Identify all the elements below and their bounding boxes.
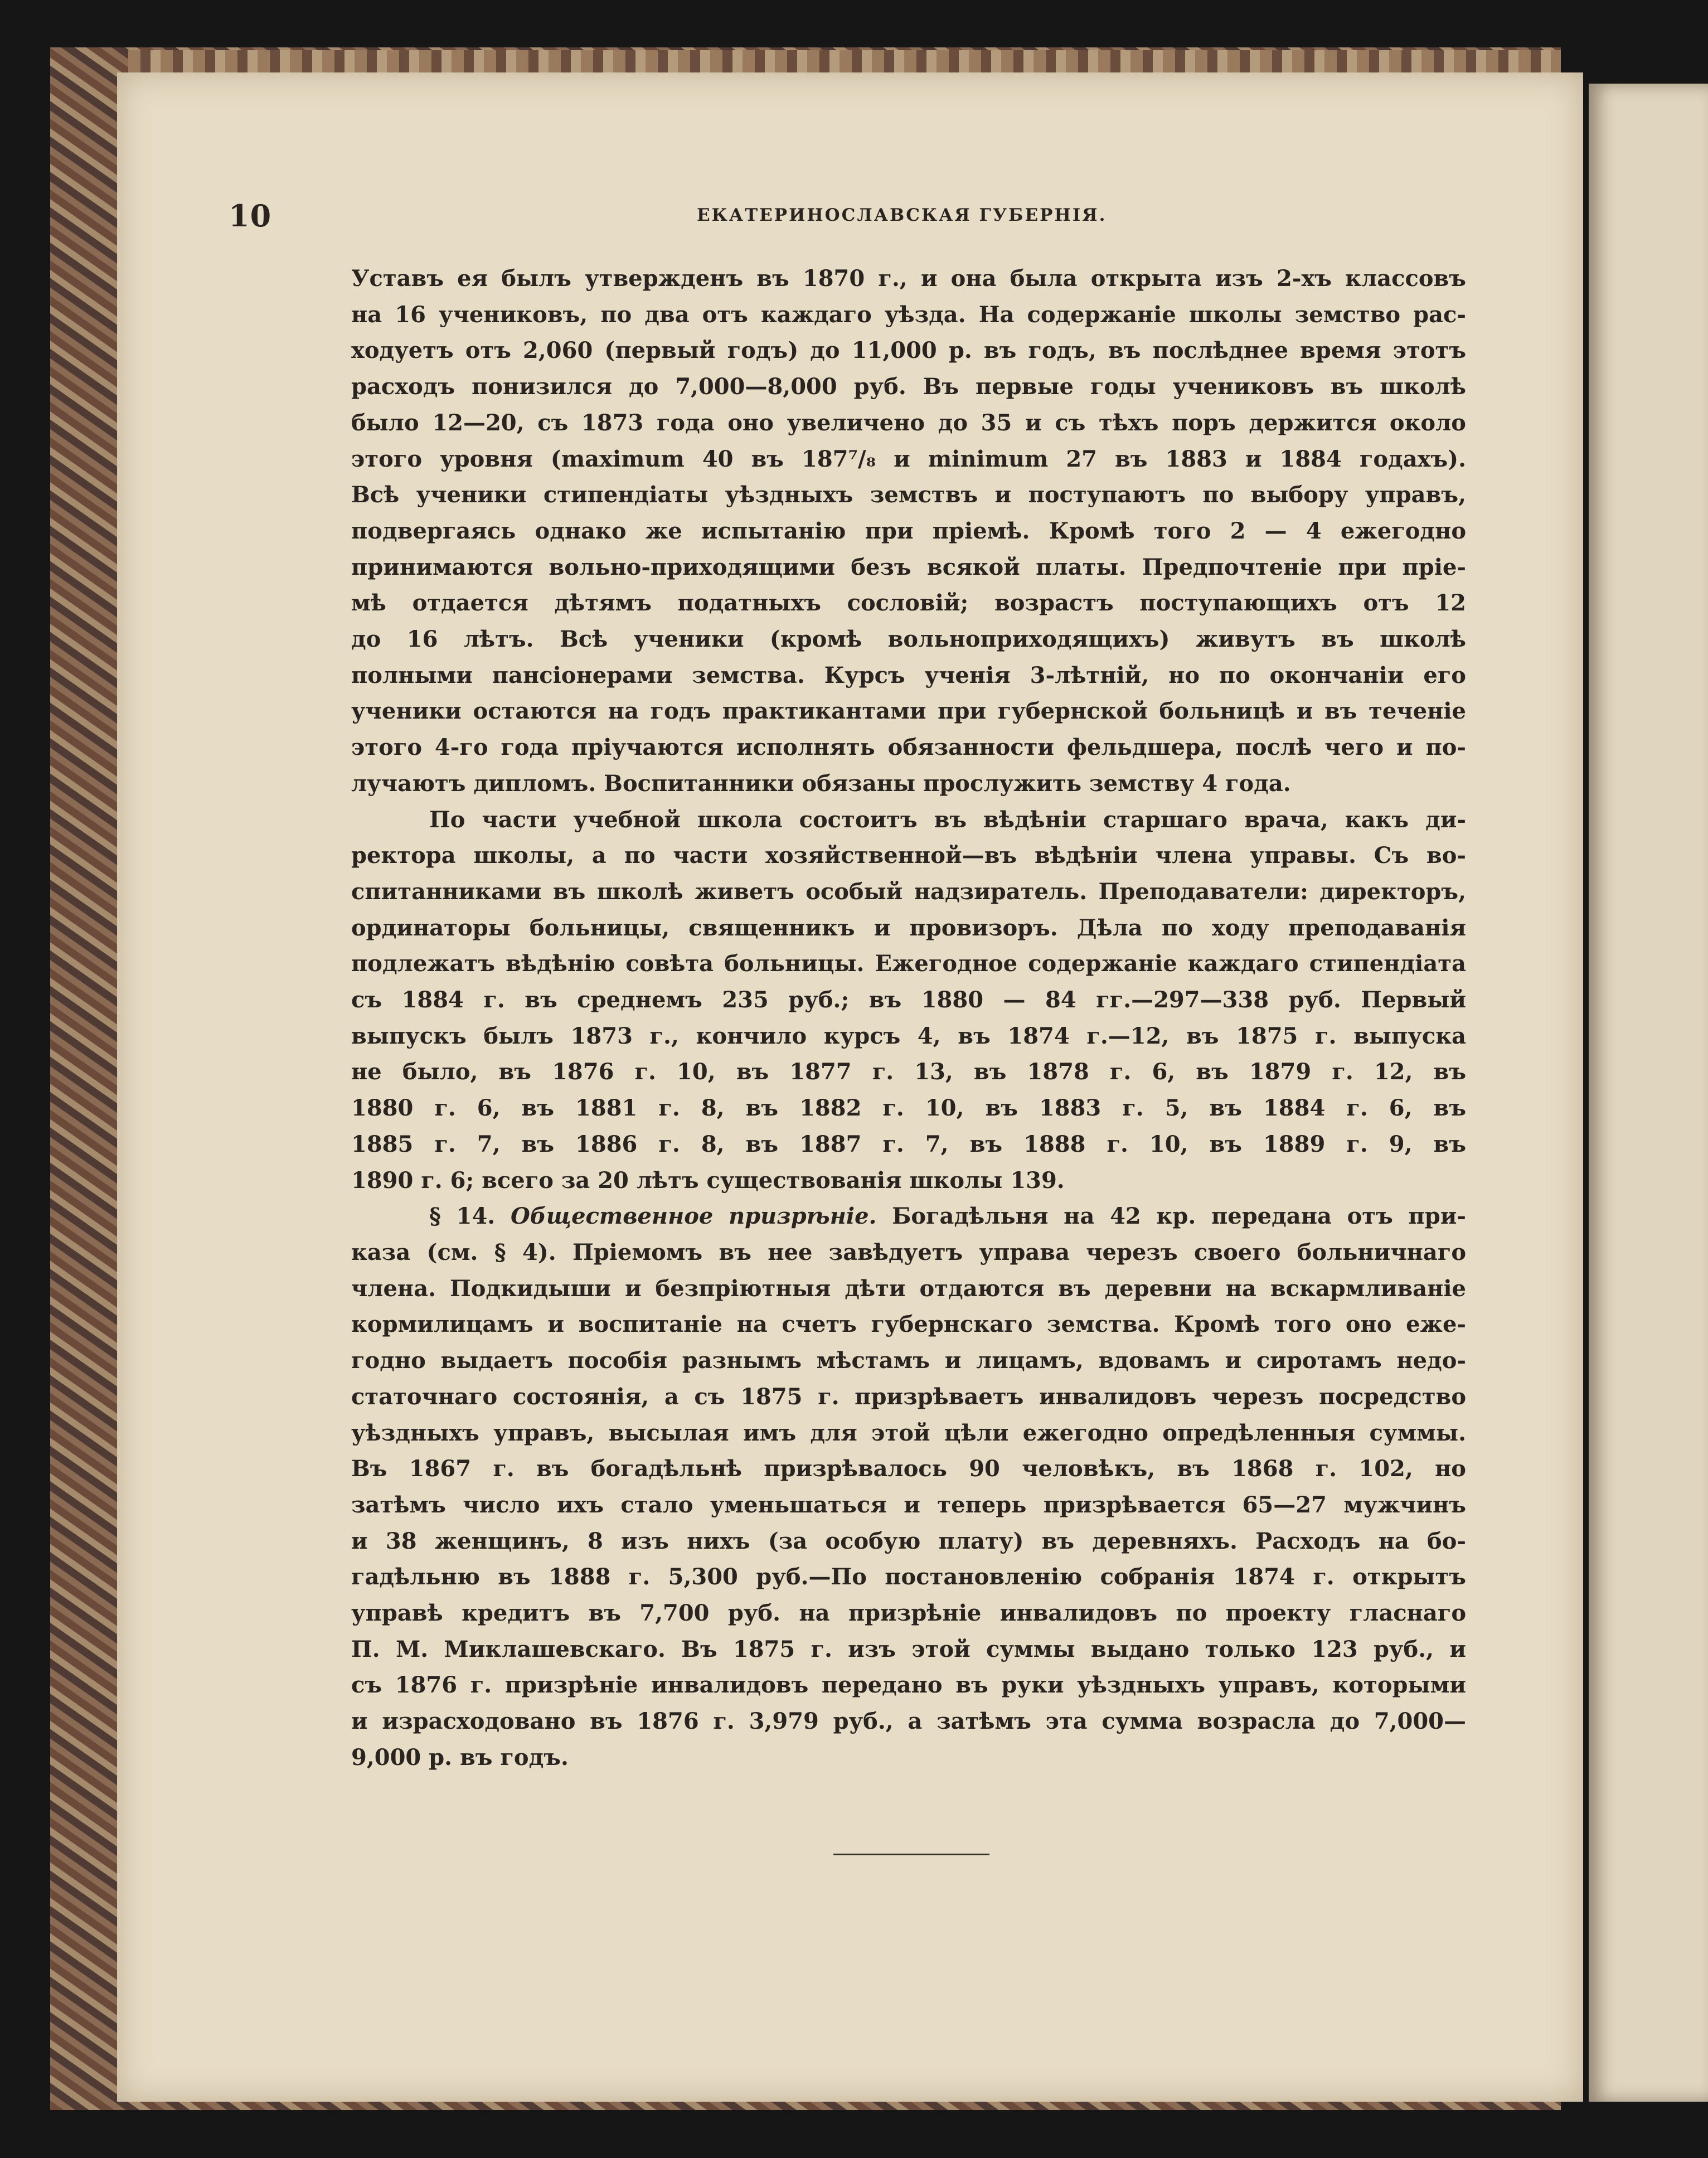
text-line: годно выдаетъ пособія разнымъ мѣстамъ и лицамъ, вдовамъ и сиротамъ недо- xyxy=(351,1347,1466,1374)
text-line: принимаются вольно-приходящими безъ всякой платы. Предпочтеніе при пріе- xyxy=(351,554,1466,580)
text-line: выпускъ былъ 1873 г., кончило курсъ 4, въ 1874 г.—12, въ 1875 г. выпуска xyxy=(351,1022,1466,1049)
text-line: подлежатъ вѣдѣнію совѣта больницы. Ежегодное содержаніе каждаго стипендіата xyxy=(351,951,1466,977)
section-mark: § 14. xyxy=(429,1203,496,1230)
text-line: лучаютъ дипломъ. Воспитанники обязаны прослужить земству 4 года. xyxy=(351,770,1291,797)
text-line: ходуетъ отъ 2,060 (первый годъ) до 11,000 р. въ годъ, въ послѣднее время этотъ xyxy=(351,337,1466,364)
text-line: уѣздныхъ управъ, высылая имъ для этой цѣли ежегодно опредѣленныя суммы. xyxy=(351,1419,1466,1446)
text-line: расходъ понизился до 7,000—8,000 руб. Въ первые годы учениковъ въ школѣ xyxy=(351,374,1466,400)
text-line: кормилицамъ и воспитаніе на счетъ губернскаго земства. Кромѣ того оно еже- xyxy=(351,1311,1466,1338)
text-line: съ 1876 г. призрѣніе инвалидовъ передано въ руки уѣздныхъ управъ, которыми xyxy=(351,1672,1466,1699)
text-line: съ 1884 г. въ среднемъ 235 руб.; въ 1880 — 84 гг.—297—338 руб. Первый xyxy=(351,987,1466,1013)
text-line: ученики остаются на годъ практикантами при губернской больницѣ и въ теченіе xyxy=(351,698,1466,725)
text-line: статочнаго состоянія, а съ 1875 г. призрѣваетъ инвалидовъ черезъ посредство xyxy=(351,1383,1466,1410)
text-line: и 38 женщинъ, 8 изъ нихъ (за особую плату) въ деревняхъ. Расходъ на бо- xyxy=(351,1527,1466,1554)
text-line: каза (см. § 4). Пріемомъ въ нее завѣдуетъ управа черезъ своего больничнаго xyxy=(351,1239,1466,1265)
running-head: ЕКАТЕРИНОСЛАВСКАЯ ГУБЕРНІЯ. xyxy=(697,205,1107,225)
text-line: По части учебной школа состоитъ въ вѣдѣніи старшаго врача, какъ ди- xyxy=(429,806,1466,833)
text-line: Всѣ ученики стипендіаты уѣздныхъ земствъ и поступаютъ по выбору управъ, xyxy=(351,482,1466,508)
page-number: 10 xyxy=(229,198,272,234)
text-line: было 12—20, съ 1873 года оно увеличено до 35 и съ тѣхъ поръ держится около xyxy=(351,409,1466,436)
section-title: Общественное призрѣніе. xyxy=(510,1203,877,1230)
section-heading-line xyxy=(351,1199,1466,1235)
page-body xyxy=(351,261,1466,1776)
text-line: мѣ отдается дѣтямъ податныхъ сословій; возрастъ поступающихъ отъ 12 xyxy=(351,590,1466,617)
text-line: спитанниками въ школѣ живетъ особый надзиратель. Преподаватели: директоръ, xyxy=(351,878,1466,905)
text-line: П. М. Миклашевскаго. Въ 1875 г. изъ этой суммы выдано только 123 руб., и xyxy=(351,1636,1466,1662)
section-end-rule xyxy=(833,1854,989,1855)
text-line: гадѣльню въ 1888 г. 5,300 руб.—По постановленію собранія 1874 г. открытъ xyxy=(351,1564,1466,1590)
text-line: ординаторы больницы, священникъ и провизоръ. Дѣла по ходу преподаванія xyxy=(351,914,1466,941)
text-line: члена. Подкидыши и безпріютныя дѣти отдаются въ деревни на вскармливаніе xyxy=(351,1275,1466,1302)
text-line: Богадѣльня на 42 кр. передана отъ при- xyxy=(892,1203,1466,1230)
facing-page-edge xyxy=(1589,84,1708,2102)
text-line: и израсходовано въ 1876 г. 3,979 руб., а затѣмъ эта сумма возрасла до 7,000— xyxy=(351,1708,1466,1735)
text-line: 9,000 р. въ годъ. xyxy=(351,1744,569,1771)
text-line: не было, въ 1876 г. 10, въ 1877 г. 13, въ 1878 г. 6, въ 1879 г. 12, въ xyxy=(351,1059,1466,1085)
text-line: 1880 г. 6, въ 1881 г. 8, въ 1882 г. 10, въ 1883 г. 5, въ 1884 г. 6, въ xyxy=(351,1095,1466,1122)
text-line: Въ 1867 г. въ богадѣльнѣ призрѣвалось 90 человѣкъ, въ 1868 г. 102, но xyxy=(351,1456,1466,1482)
text-line: этого 4-го года пріучаются исполнять обязанности фельдшера, послѣ чего и по- xyxy=(351,734,1466,761)
binding-top-edge xyxy=(128,50,1561,75)
text-line: затѣмъ число ихъ стало уменьшаться и теперь призрѣвается 65—27 мужчинъ xyxy=(351,1491,1466,1518)
text-line: Уставъ ея былъ утвержденъ въ 1870 г., и она была открыта изъ 2-хъ классовъ xyxy=(351,265,1466,292)
text-line: 1890 г. 6; всего за 20 лѣтъ существованія школы 139. xyxy=(351,1167,1065,1194)
text-line: управѣ кредитъ въ 7,700 руб. на призрѣніе инвалидовъ по проекту гласнаго xyxy=(351,1600,1466,1627)
text-line: до 16 лѣтъ. Всѣ ученики (кромѣ вольноприходящихъ) живутъ въ школѣ xyxy=(351,626,1466,653)
text-line: полными пансіонерами земства. Курсъ ученія 3-лѣтній, но по окончаніи его xyxy=(351,662,1466,688)
text-line: 1885 г. 7, въ 1886 г. 8, въ 1887 г. 7, въ 1888 г. 10, въ 1889 г. 9, въ xyxy=(351,1131,1466,1157)
text-line: на 16 учениковъ, по два отъ каждаго уѣзда. На содержаніе школы земство рас- xyxy=(351,301,1466,328)
text-line: подвергаясь однако же испытанію при пріемѣ. Кромѣ того 2 — 4 ежегодно xyxy=(351,517,1466,544)
text-line: этого уровня (maximum 40 въ 187⁷/₈ и minimum 27 въ 1883 и 1884 годахъ). xyxy=(351,445,1466,472)
text-line: ректора школы, а по части хозяйственной—въ вѣдѣніи члена управы. Съ во- xyxy=(351,842,1466,869)
